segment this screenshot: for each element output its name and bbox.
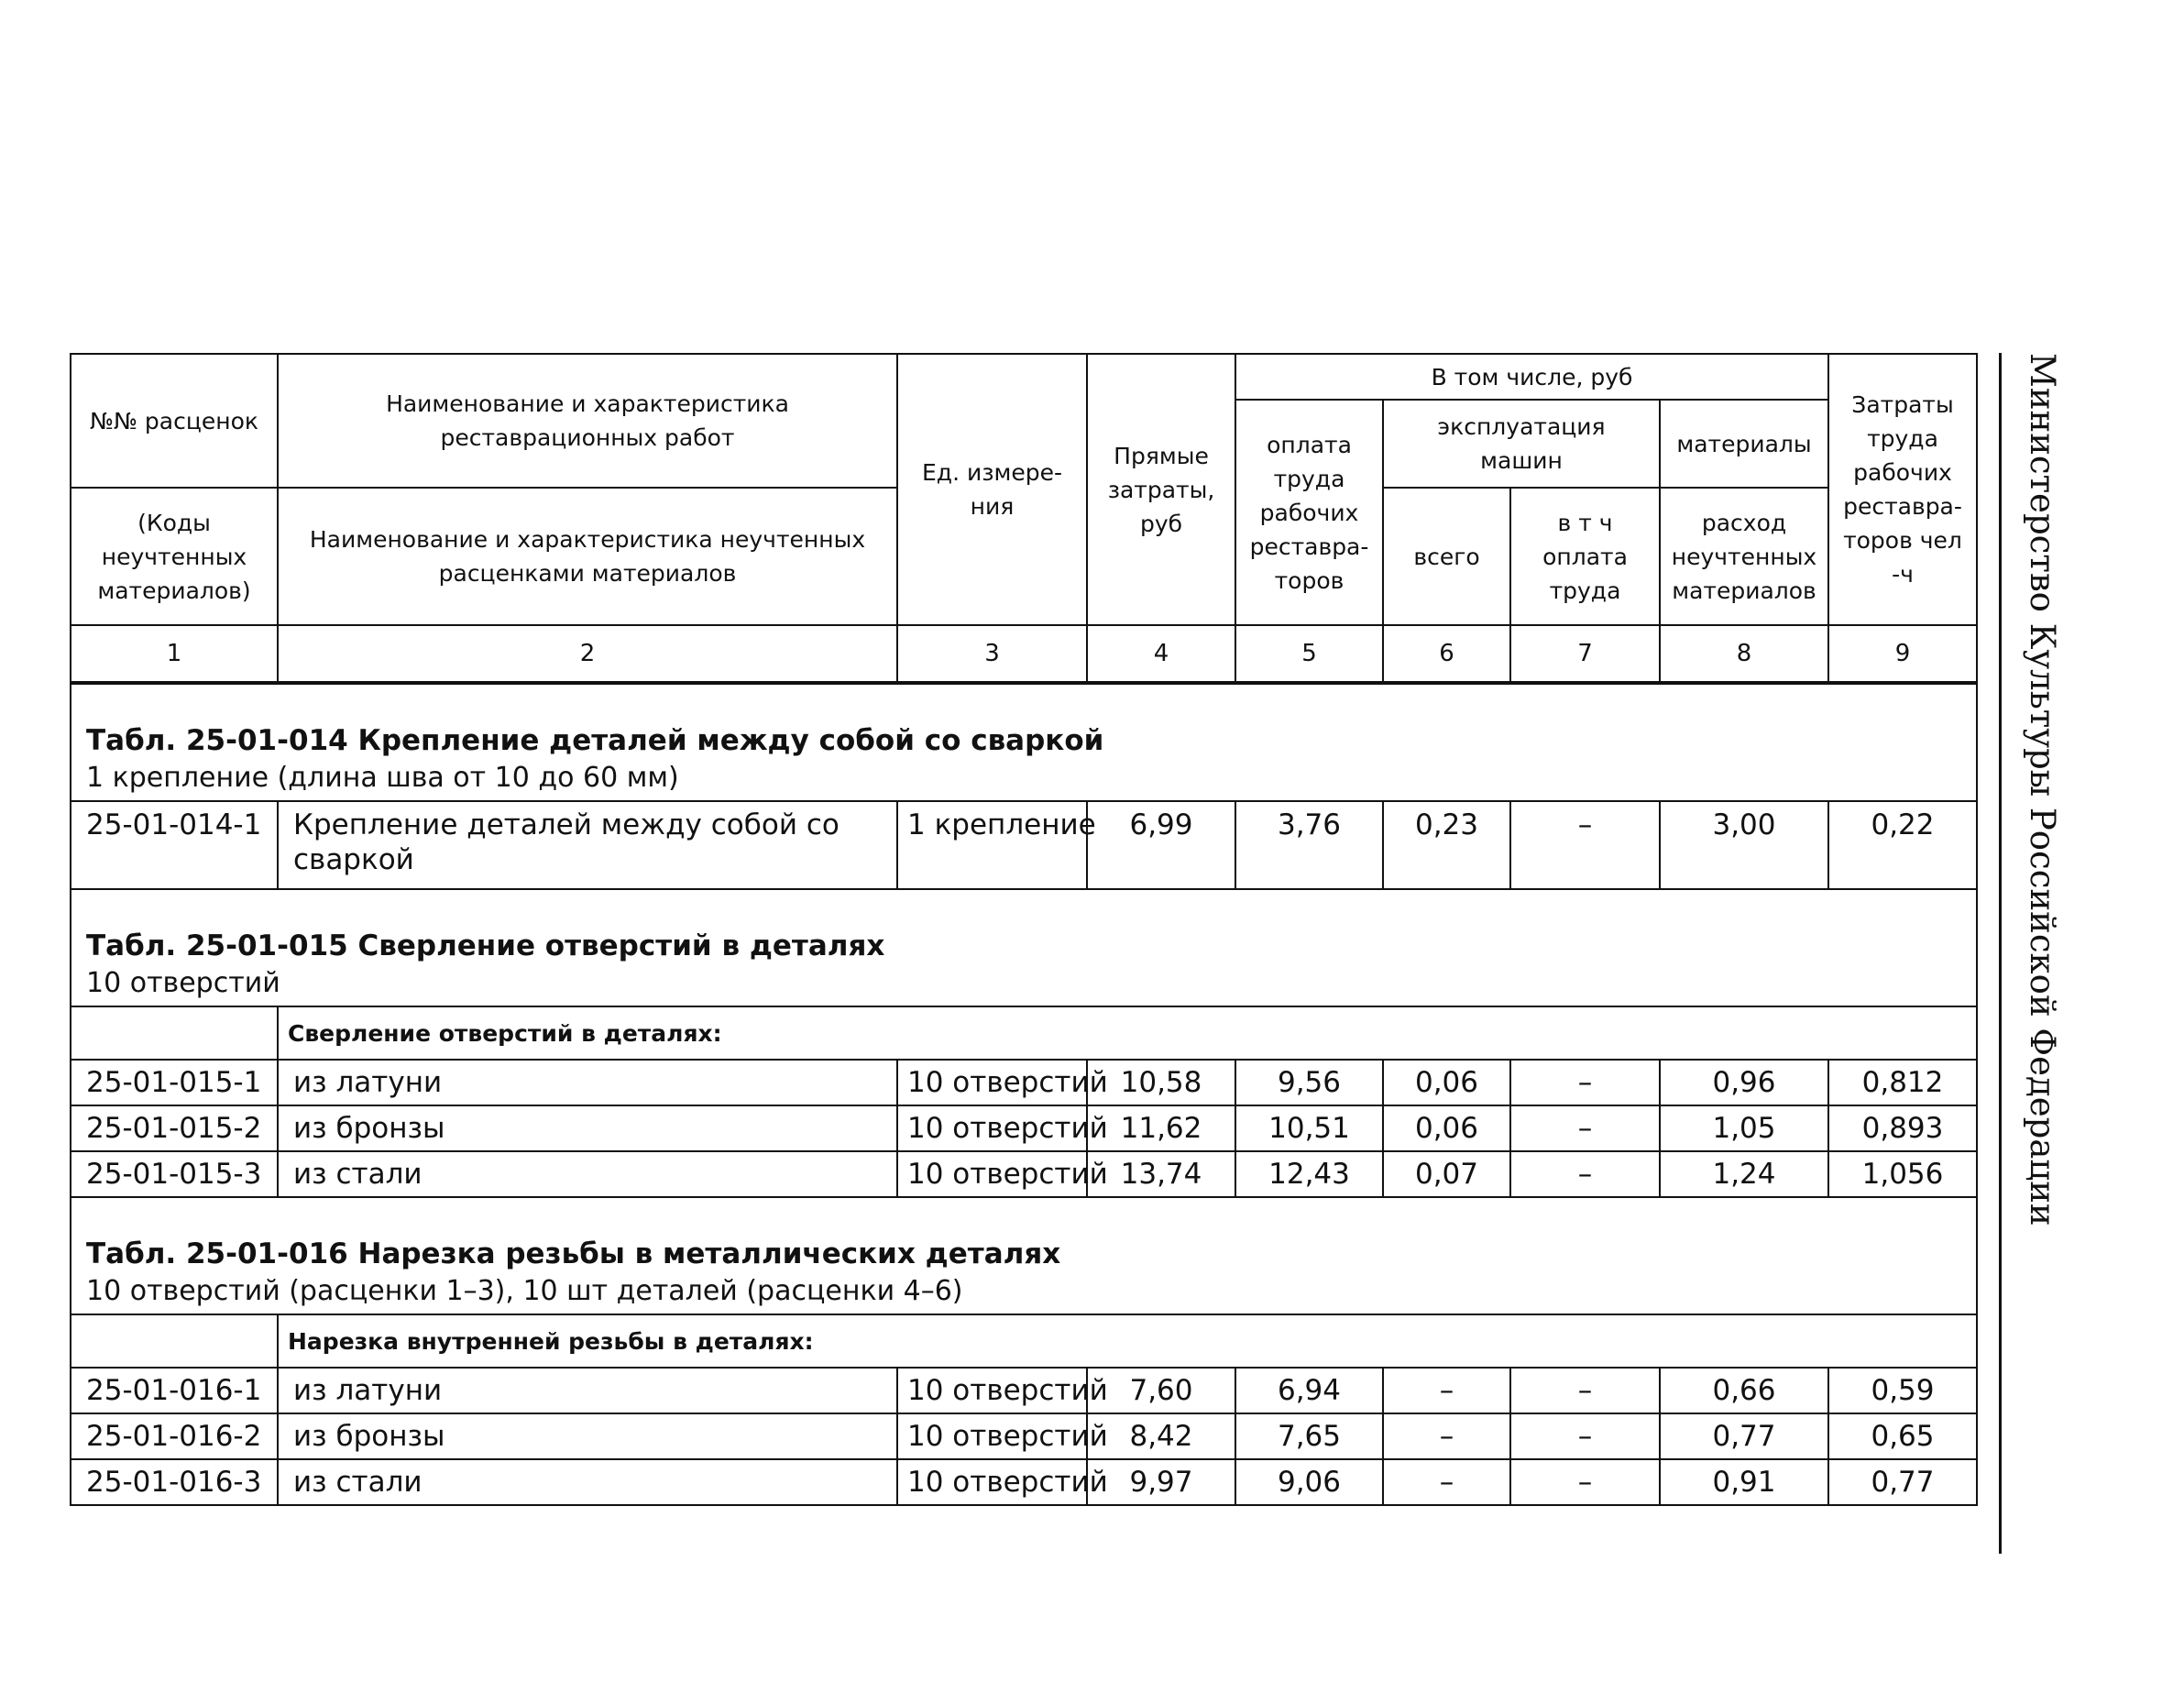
side-caption-block xyxy=(2024,353,2060,1554)
table-header xyxy=(71,354,1977,683)
subheader-row xyxy=(71,1314,1977,1368)
machines-total: 0,23 xyxy=(1383,801,1510,889)
labor-hours: 0,77 xyxy=(1828,1459,1977,1505)
header-machines-total: всего xyxy=(1383,488,1510,625)
subheader-row xyxy=(71,1006,1977,1060)
header-unit: Ед. измере-ния xyxy=(897,354,1087,625)
materials: 0,66 xyxy=(1660,1368,1828,1413)
column-number: 5 xyxy=(1235,625,1383,683)
section-heading xyxy=(71,683,1977,801)
labor-wages: 10,51 xyxy=(1235,1105,1383,1151)
work-name: из бронзы xyxy=(278,1105,897,1151)
direct-costs: 8,42 xyxy=(1087,1413,1235,1459)
labor-wages: 9,56 xyxy=(1235,1060,1383,1105)
unit: 10 отверстий xyxy=(897,1060,1087,1105)
column-number: 8 xyxy=(1660,625,1828,683)
rate-code: 25-01-016-3 xyxy=(71,1459,278,1505)
direct-costs: 7,60 xyxy=(1087,1368,1235,1413)
table-row xyxy=(71,1105,1977,1151)
section-25-01-016 xyxy=(71,1197,1977,1505)
work-name: из стали xyxy=(278,1151,897,1197)
column-number: 1 xyxy=(71,625,278,683)
header-material-name: Наименование и характеристика неучтенных расценками материалов xyxy=(278,488,897,625)
materials: 0,77 xyxy=(1660,1413,1828,1459)
direct-costs: 13,74 xyxy=(1087,1151,1235,1197)
unit: 10 отверстий xyxy=(897,1368,1087,1413)
unit: 10 отверстий xyxy=(897,1151,1087,1197)
materials: 1,24 xyxy=(1660,1151,1828,1197)
subheader: Нарезка внутренней резьбы в деталях: xyxy=(278,1314,1977,1368)
header-material-consumption: расход неучтенных материалов xyxy=(1660,488,1828,625)
section-25-01-015 xyxy=(71,889,1977,1197)
header-materials: материалы xyxy=(1660,400,1828,488)
side-caption: Министерство Культуры Российской Федерации xyxy=(2023,353,2062,1226)
table-row xyxy=(71,801,1977,889)
rate-code: 25-01-015-3 xyxy=(71,1151,278,1197)
labor-wages: 3,76 xyxy=(1235,801,1383,889)
column-number: 2 xyxy=(278,625,897,683)
materials: 0,91 xyxy=(1660,1459,1828,1505)
labor-wages: 12,43 xyxy=(1235,1151,1383,1197)
machines-total: – xyxy=(1383,1368,1510,1413)
column-number: 9 xyxy=(1828,625,1977,683)
section-title: Табл. 25-01-016 Нарезка резьбы в металлических деталях xyxy=(86,1237,1061,1270)
table-row xyxy=(71,1413,1977,1459)
empty-cell xyxy=(71,1314,278,1368)
machines-labor: – xyxy=(1510,1060,1660,1105)
header-machines: эксплуатация машин xyxy=(1383,400,1660,488)
table-row xyxy=(71,1368,1977,1413)
unit: 10 отверстий xyxy=(897,1413,1087,1459)
empty-cell xyxy=(71,1006,278,1060)
section-heading xyxy=(71,889,1977,1006)
direct-costs: 9,97 xyxy=(1087,1459,1235,1505)
section-heading xyxy=(71,1197,1977,1314)
direct-costs: 10,58 xyxy=(1087,1060,1235,1105)
table-row xyxy=(71,1459,1977,1505)
machines-labor: – xyxy=(1510,1368,1660,1413)
machines-labor: – xyxy=(1510,1105,1660,1151)
unit: 10 отверстий xyxy=(897,1459,1087,1505)
column-number: 4 xyxy=(1087,625,1235,683)
column-number: 7 xyxy=(1510,625,1660,683)
header-column-numbers xyxy=(71,625,1977,683)
header-work-name: Наименование и характеристика реставрационных работ xyxy=(278,354,897,488)
materials: 0,96 xyxy=(1660,1060,1828,1105)
section-unit-note: 10 отверстий xyxy=(86,967,280,999)
machines-total: 0,06 xyxy=(1383,1060,1510,1105)
machines-labor: – xyxy=(1510,1413,1660,1459)
rate-code: 25-01-015-2 xyxy=(71,1105,278,1151)
header-direct-costs: Прямые затраты, руб xyxy=(1087,354,1235,625)
labor-hours: 0,22 xyxy=(1828,801,1977,889)
header-material-codes: (Коды неучтенных материалов) xyxy=(71,488,278,625)
labor-wages: 6,94 xyxy=(1235,1368,1383,1413)
labor-wages: 9,06 xyxy=(1235,1459,1383,1505)
labor-hours: 0,59 xyxy=(1828,1368,1977,1413)
section-unit-note: 1 крепление (длина шва от 10 до 60 мм) xyxy=(86,762,679,794)
materials: 1,05 xyxy=(1660,1105,1828,1151)
section-25-01-014 xyxy=(71,683,1977,889)
work-name: из бронзы xyxy=(278,1413,897,1459)
column-number: 6 xyxy=(1383,625,1510,683)
machines-total: 0,07 xyxy=(1383,1151,1510,1197)
table-row xyxy=(71,1151,1977,1197)
rate-code: 25-01-016-1 xyxy=(71,1368,278,1413)
rates-sheet xyxy=(70,353,1976,1506)
labor-hours: 0,65 xyxy=(1828,1413,1977,1459)
labor-hours: 0,812 xyxy=(1828,1060,1977,1105)
direct-costs: 6,99 xyxy=(1087,801,1235,889)
machines-total: 0,06 xyxy=(1383,1105,1510,1151)
unit: 1 крепление xyxy=(897,801,1087,889)
header-labor-hours: Затраты труда рабочих реставра-торов чел -ч xyxy=(1828,354,1977,625)
work-name: из латуни xyxy=(278,1368,897,1413)
rate-code: 25-01-014-1 xyxy=(71,801,278,889)
machines-labor: – xyxy=(1510,1459,1660,1505)
unit: 10 отверстий xyxy=(897,1105,1087,1151)
work-name: из стали xyxy=(278,1459,897,1505)
machines-labor: – xyxy=(1510,801,1660,889)
header-machines-labor: в т ч оплата труда xyxy=(1510,488,1660,625)
machines-labor: – xyxy=(1510,1151,1660,1197)
materials: 3,00 xyxy=(1660,801,1828,889)
side-rule-line xyxy=(1999,353,2002,1554)
labor-hours: 1,056 xyxy=(1828,1151,1977,1197)
rates-table xyxy=(70,353,1978,1506)
labor-wages: 7,65 xyxy=(1235,1413,1383,1459)
section-title: Табл. 25-01-014 Крепление деталей между собой со сваркой xyxy=(86,724,1104,757)
header-rate-numbers: №№ расценок xyxy=(71,354,278,488)
machines-total: – xyxy=(1383,1413,1510,1459)
table-row xyxy=(71,1060,1977,1105)
work-name: из латуни xyxy=(278,1060,897,1105)
rate-code: 25-01-016-2 xyxy=(71,1413,278,1459)
header-including-group: В том числе, руб xyxy=(1235,354,1828,400)
direct-costs: 11,62 xyxy=(1087,1105,1235,1151)
machines-total: – xyxy=(1383,1459,1510,1505)
labor-hours: 0,893 xyxy=(1828,1105,1977,1151)
column-number: 3 xyxy=(897,625,1087,683)
section-title: Табл. 25-01-015 Сверление отверстий в деталях xyxy=(86,929,885,962)
subheader: Сверление отверстий в деталях: xyxy=(278,1006,1977,1060)
section-unit-note: 10 отверстий (расценки 1–3), 10 шт деталей (расценки 4–6) xyxy=(86,1275,963,1307)
header-labor-wages: оплата труда рабочих реставра-торов xyxy=(1235,400,1383,625)
rate-code: 25-01-015-1 xyxy=(71,1060,278,1105)
work-name: Крепление деталей между собой со сваркой xyxy=(278,801,897,889)
